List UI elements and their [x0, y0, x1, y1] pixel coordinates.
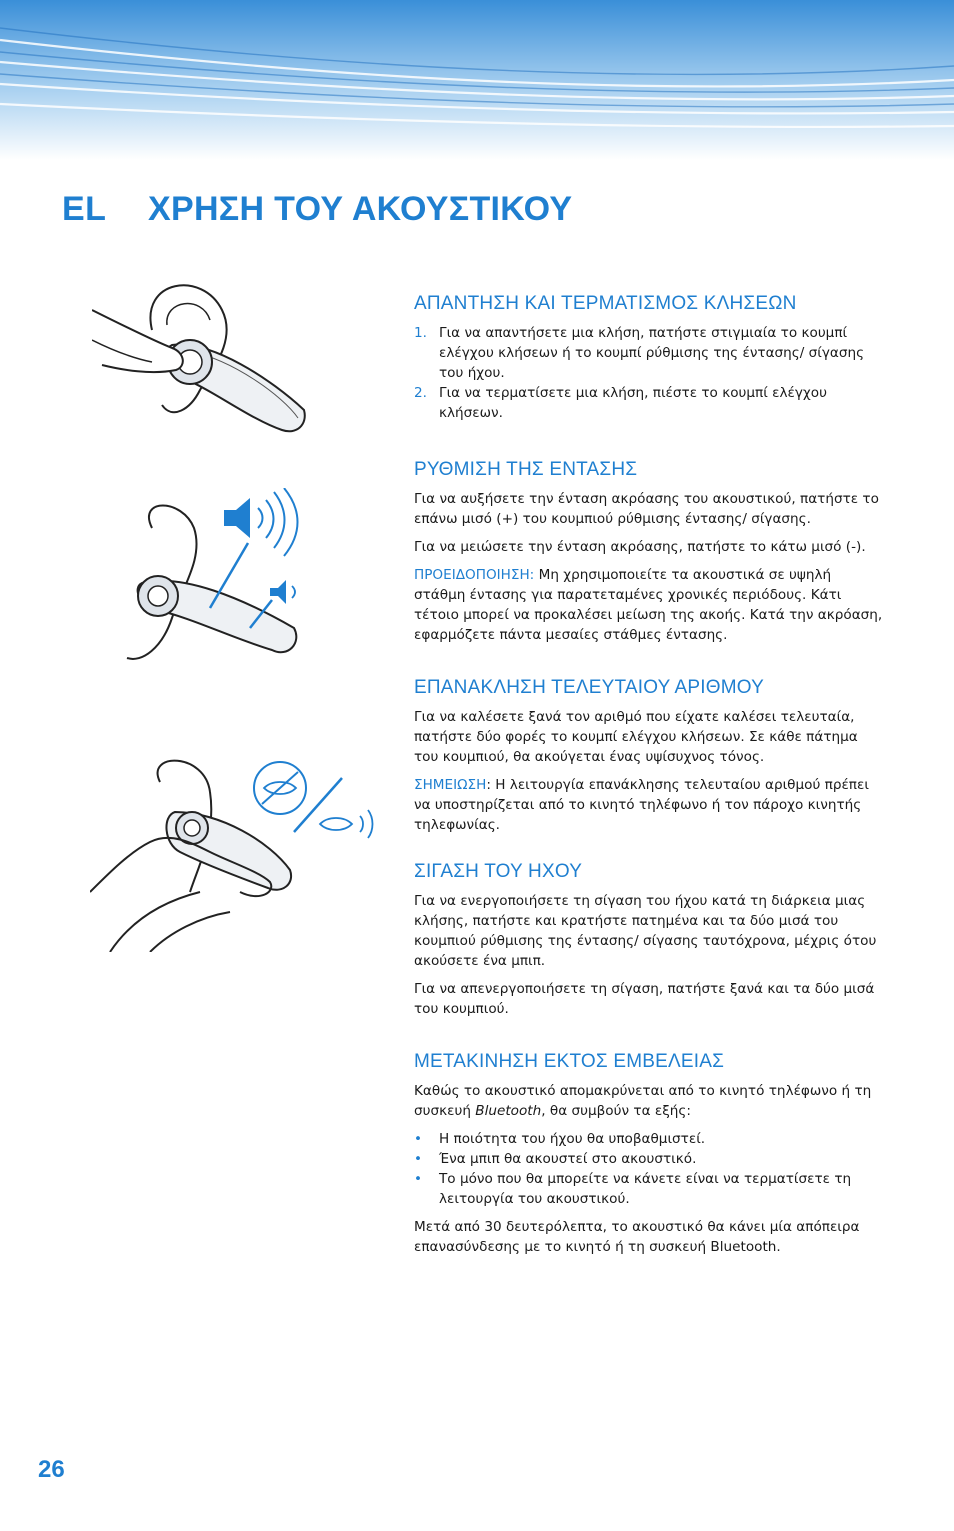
list-item [414, 383, 884, 423]
paragraph: Για να ενεργοποιήσετε τη σίγαση του ήχου κατά τη διάρκεια μιας κλήσης, πατήστε και κρατήστε πατημένα και τα δύο μισά του κουμπιού ρύθμισης της έντασης/ σίγασης ταυτόχρονα, μέχρις ότου ακούσετε ένα μπιπ. [414, 893, 877, 969]
list-item-text: Το μόνο που θα μπορείτε να κάνετε είναι να τερματίσετε τη λειτουργία του ακουστικού. [439, 1171, 852, 1207]
intro-text-end: , θα συμβούν τα εξής: [541, 1103, 691, 1119]
section-heading: ΡΥΘΜΙΣΗ ΤΗΣ ΕΝΤΑΣΗΣ [414, 459, 638, 480]
speaking-mouth-icon [320, 810, 373, 838]
mute-illustration [90, 752, 390, 952]
section-out-of-range [414, 1051, 884, 1265]
warning-text: Μη χρησιμοποιείτε τα ακουστικά σε υψηλή στάθμη έντασης για παρατεταμένες χρονικές περιόδους. Κάτι τέτοιο μπορεί να προκαλέσει μείωση της ακοής. Κατά την ακρόαση, εφαρμόζετε πάντα μεσαίες στάθμες έντασης. [414, 567, 883, 643]
volume-illustration [112, 488, 312, 668]
bullet-marker: • [414, 1151, 423, 1167]
header-banner [0, 0, 954, 160]
section-heading: ΕΠΑΝΑΚΛΗΣΗ ΤΕΛΕΥΤΑΙΟΥ ΑΡΙΘΜΟΥ [414, 677, 765, 698]
bullet-list [414, 1129, 884, 1209]
list-item-text: Η ποιότητα του ήχου θα υποβαθμιστεί. [439, 1131, 706, 1147]
page-title: ΧΡΗΣΗ ΤΟΥ ΑΚΟΥΣΤΙΚΟΥ [148, 190, 573, 228]
note-label: ΣΗΜΕΙΩΣΗ [414, 777, 487, 793]
answer-call-illustration [92, 270, 312, 440]
list-item [414, 1129, 884, 1149]
paragraph [414, 1081, 884, 1121]
intro-italic: Bluetooth [475, 1103, 542, 1119]
list-item-text: Για να τερματίσετε μια κλήση, πιέστε το κουμπί ελέγχου κλήσεων. [439, 385, 827, 421]
section-mute [414, 861, 884, 1027]
paragraph: Για να αυξήσετε την ένταση ακρόασης του ακουστικού, πατήστε το επάνω μισό (+) του κουμπιού ρύθμισης έντασης/ σίγασης. [414, 491, 879, 527]
list-marker: 2. [414, 385, 427, 401]
list-item-text: Για να απαντήσετε μια κλήση, πατήστε στιγμιαία το κουμπί ελέγχου κλήσεων ή το κουμπί ρύθμισης της έντασης/ σίγασης του ήχου. [439, 325, 865, 381]
speaker-loud-icon [224, 488, 298, 556]
section-heading: ΣΙΓΑΣΗ ΤΟΥ ΗΧΟΥ [414, 861, 583, 882]
note-text: : Η λειτουργία επανάκλησης τελευταίου αριθμού πρέπει να υποστηρίζεται από το κινητό τηλέφωνο ή τον πάροχο κινητής τηλεφωνίας. [414, 777, 869, 833]
speaker-soft-icon [270, 580, 295, 604]
paragraph: Για να καλέσετε ξανά τον αριθμό που είχατε καλέσει τελευταία, πατήστε δύο φορές το κουμπί ελέγχου κλήσεων. Σε κάθε πάτημα του κουμπιού, θα ακούγεται ένας υψίσυχνος τόνος. [414, 709, 858, 765]
list-item [414, 1149, 884, 1169]
warning-paragraph [414, 565, 884, 645]
warning-label: ΠΡΟΕΙΔΟΠΟΙΗΣΗ: [414, 567, 535, 583]
note-paragraph [414, 775, 884, 835]
list-marker: 1. [414, 325, 427, 341]
language-code: EL [62, 190, 107, 228]
list-item-text: Ένα μπιπ θα ακουστεί στο ακουστικό. [439, 1151, 697, 1167]
section-volume [414, 459, 884, 653]
list-item [414, 323, 884, 383]
bullet-marker: • [414, 1131, 423, 1147]
list-item [414, 1169, 884, 1209]
intro-text: Καθώς το ακουστικό απομακρύνεται από το κινητό τηλέφωνο ή τη συσκευή [414, 1083, 872, 1119]
paragraph: Μετά από 30 δευτερόλεπτα, το ακουστικό θα κάνει μία απόπειρα επανασύνδεσης με το κινητό ή τη συσκευή Bluetooth. [414, 1219, 860, 1255]
section-redial [414, 677, 884, 843]
section-answer-calls [414, 293, 884, 431]
section-heading: ΜΕΤΑΚΙΝΗΣΗ ΕΚΤΟΣ ΕΜΒΕΛΕΙΑΣ [414, 1051, 725, 1072]
paragraph: Για να μειώσετε την ένταση ακρόασης, πατήστε το κάτω μισό (-). [414, 539, 866, 555]
section-heading: ΑΠΑΝΤΗΣΗ ΚΑΙ ΤΕΡΜΑΤΙΣΜΟΣ ΚΛΗΣΕΩΝ [414, 293, 797, 314]
mute-mouth-icon [254, 762, 306, 814]
paragraph: Για να απενεργοποιήσετε τη σίγαση, πατήστε ξανά και τα δύο μισά του κουμπιού. [414, 981, 875, 1017]
page-number: 26 [38, 1456, 65, 1483]
numbered-list [414, 323, 884, 423]
bullet-marker: • [414, 1171, 423, 1187]
